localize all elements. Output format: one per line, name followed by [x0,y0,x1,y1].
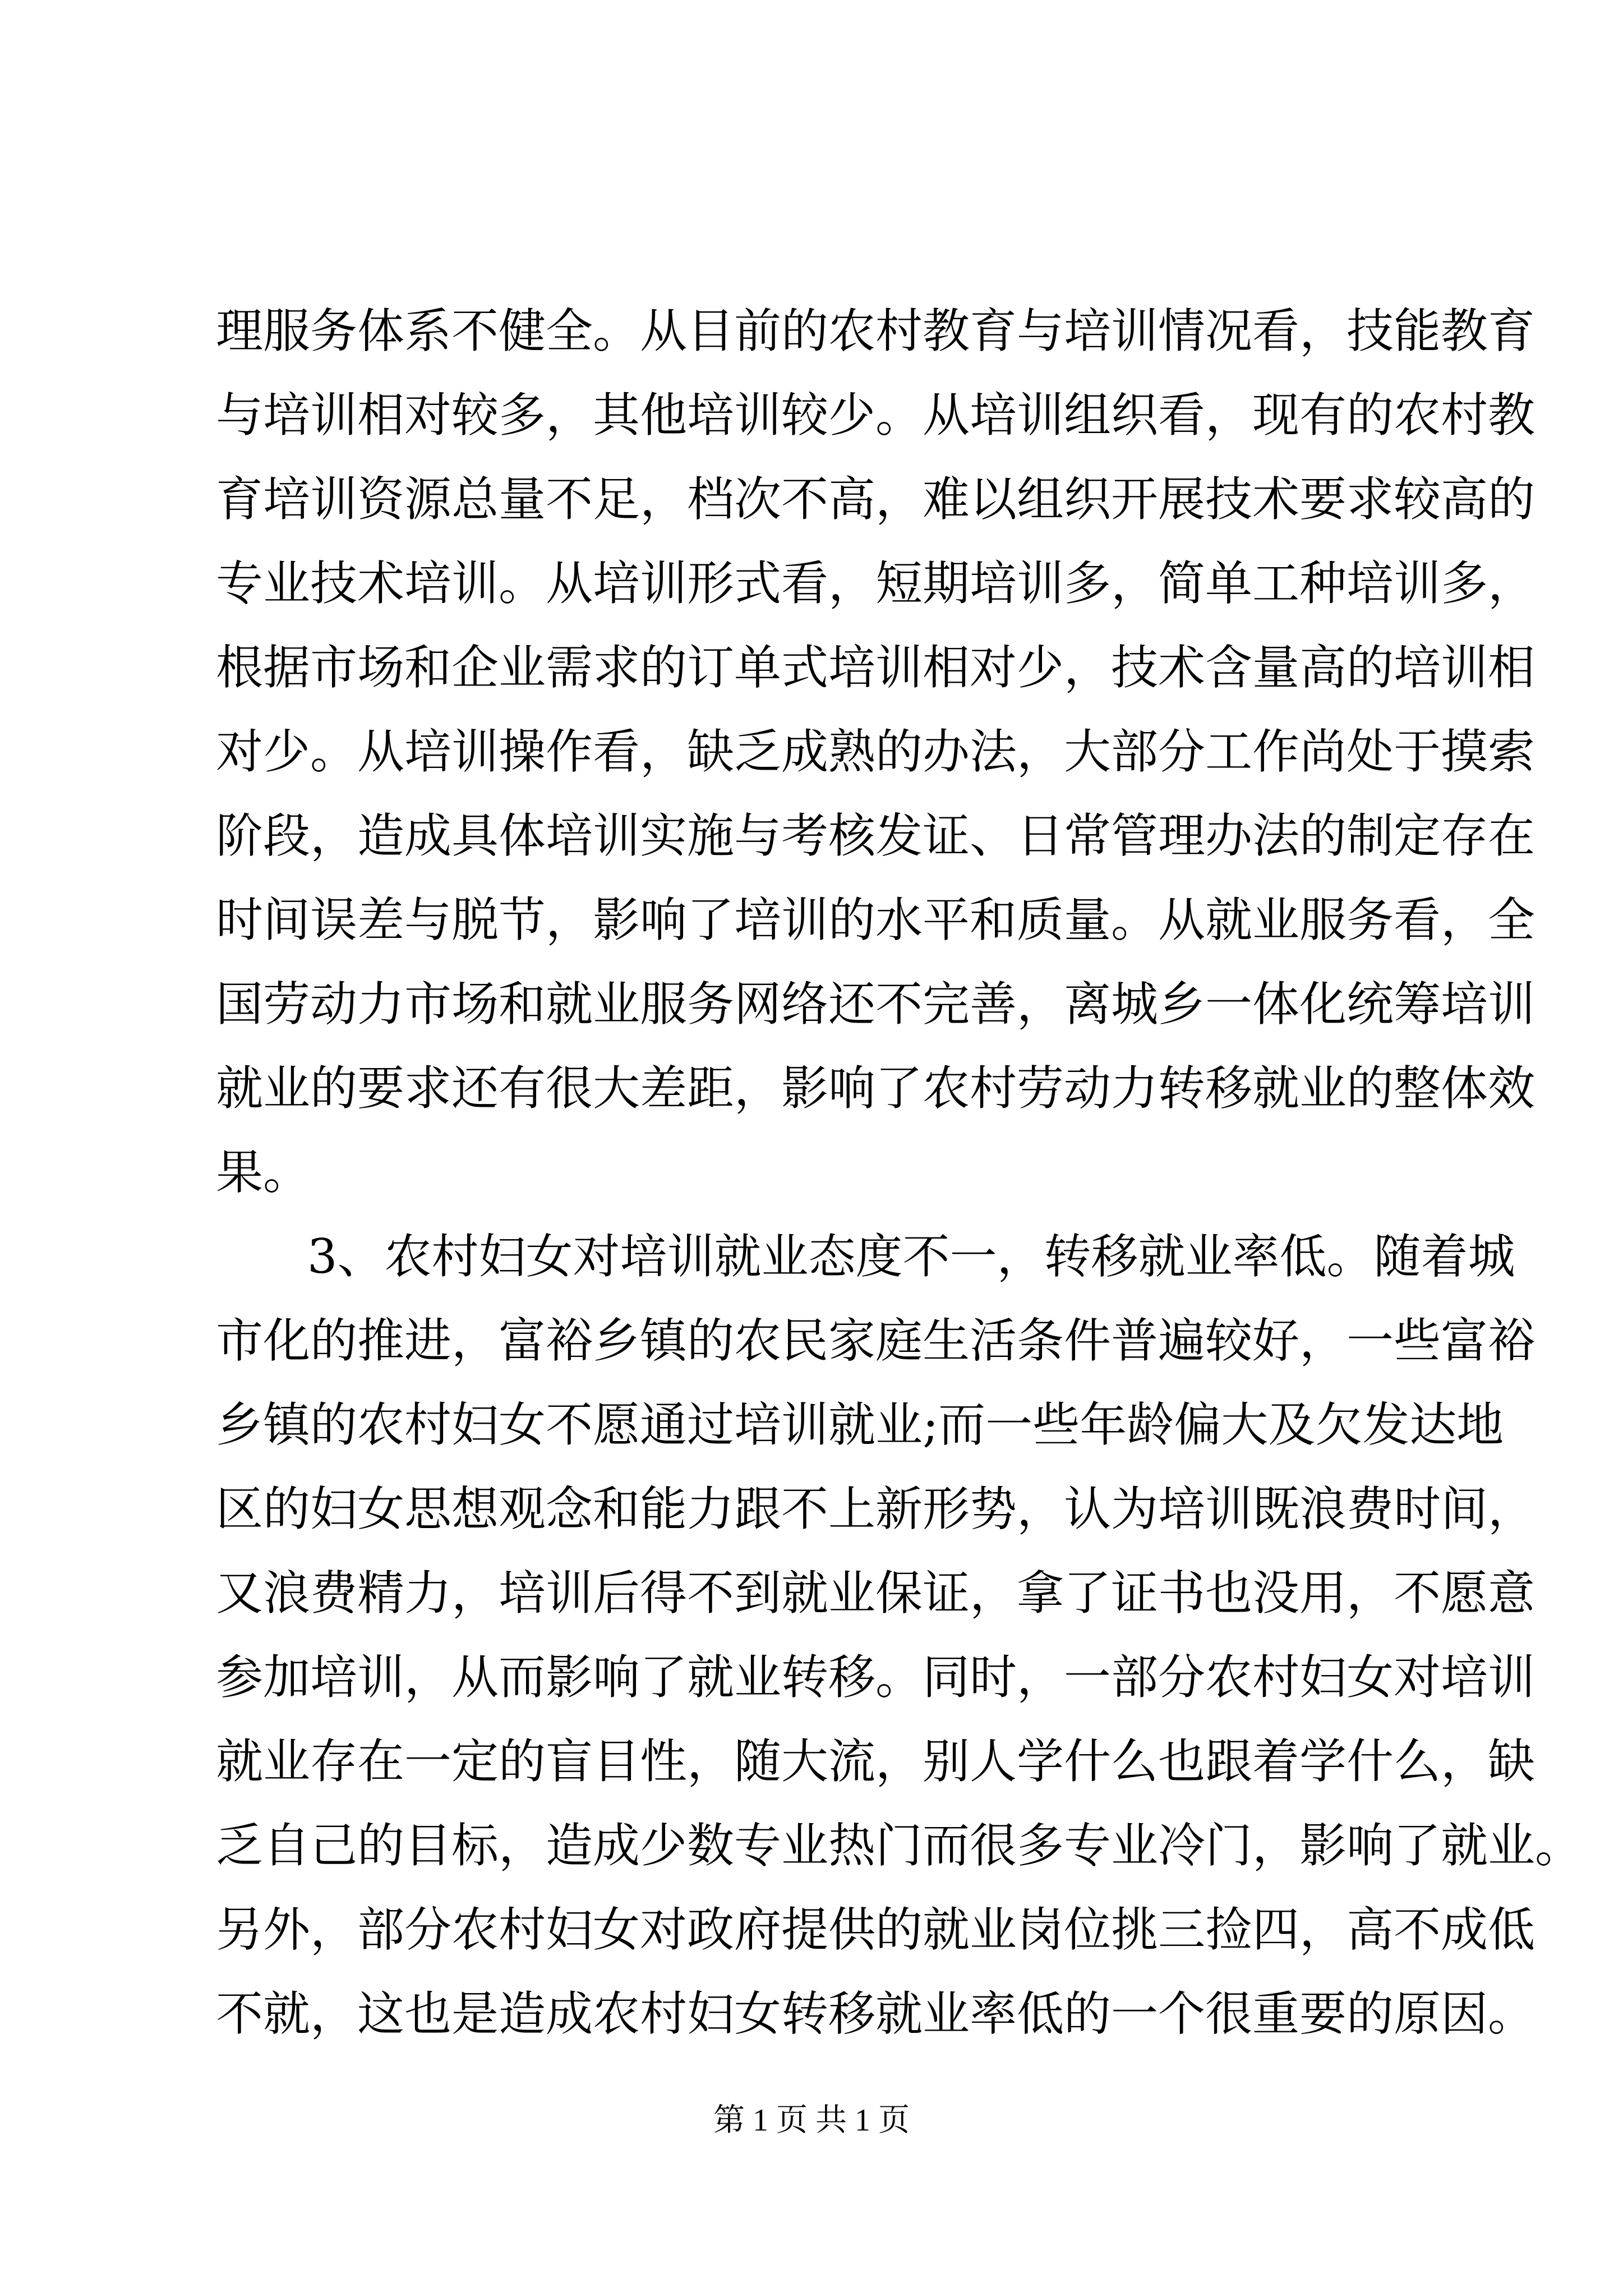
text-line: 育培训资源总量不足，档次不高，难以组织开展技术要求较高的 [216,472,1536,527]
text-line: 市化的推进，富裕乡镇的农民家庭生活条件普遍较好，一些富裕 [216,1313,1536,1368]
text-line: 乏自己的目标，造成少数专业热门而很多专业冷门，影响了就业。 [216,1818,1583,1873]
page-number-footer: 第 1 页 共 1 页 [713,2103,910,2138]
text-line: 根据市场和企业需求的订单式培训相对少，技术含量高的培训相 [216,640,1536,695]
text-line: 时间误差与脱节，影响了培训的水平和质量。从就业服务看，全 [216,892,1536,947]
text-line: 乡镇的农村妇女不愿通过培训就业;而一些年龄偏大及欠发达地 [216,1397,1504,1452]
text-line: 又浪费精力，培训后得不到就业保证，拿了证书也没用，不愿意 [216,1566,1536,1621]
text-line: 国劳动力市场和就业服务网络还不完善，离城乡一体化统筹培训 [216,977,1536,1032]
paragraph-start-line: 3、农村妇女对培训就业态度不一，转移就业率低。随着城 [307,1229,1515,1284]
text-line: 果。 [216,1145,311,1200]
text-line: 专业技术培训。从培训形式看，短期培训多，简单工种培训多， [216,556,1536,611]
text-line: 对少。从培训操作看，缺乏成熟的办法，大部分工作尚处于摸索 [216,724,1536,779]
text-line: 不就，这也是造成农村妇女转移就业率低的一个很重要的原因。 [216,1986,1536,2041]
text-line: 理服务体系不健全。从目前的农村教育与培训情况看，技能教育 [216,303,1536,358]
text-line: 阶段，造成具体培训实施与考核发证、日常管理办法的制定存在 [216,808,1536,863]
text-line: 区的妇女思想观念和能力跟不上新形势，认为培训既浪费时间， [216,1481,1536,1536]
text-line: 与培训相对较多，其他培训较少。从培训组织看，现有的农村教 [216,388,1536,443]
text-line: 就业存在一定的盲目性，随大流，别人学什么也跟着学什么，缺 [216,1734,1536,1789]
text-line: 另外，部分农村妇女对政府提供的就业岗位挑三捡四，高不成低 [216,1902,1536,1957]
text-line: 参加培训，从而影响了就业转移。同时，一部分农村妇女对培训 [216,1650,1536,1705]
text-line: 就业的要求还有很大差距，影响了农村劳动力转移就业的整体效 [216,1061,1536,1116]
